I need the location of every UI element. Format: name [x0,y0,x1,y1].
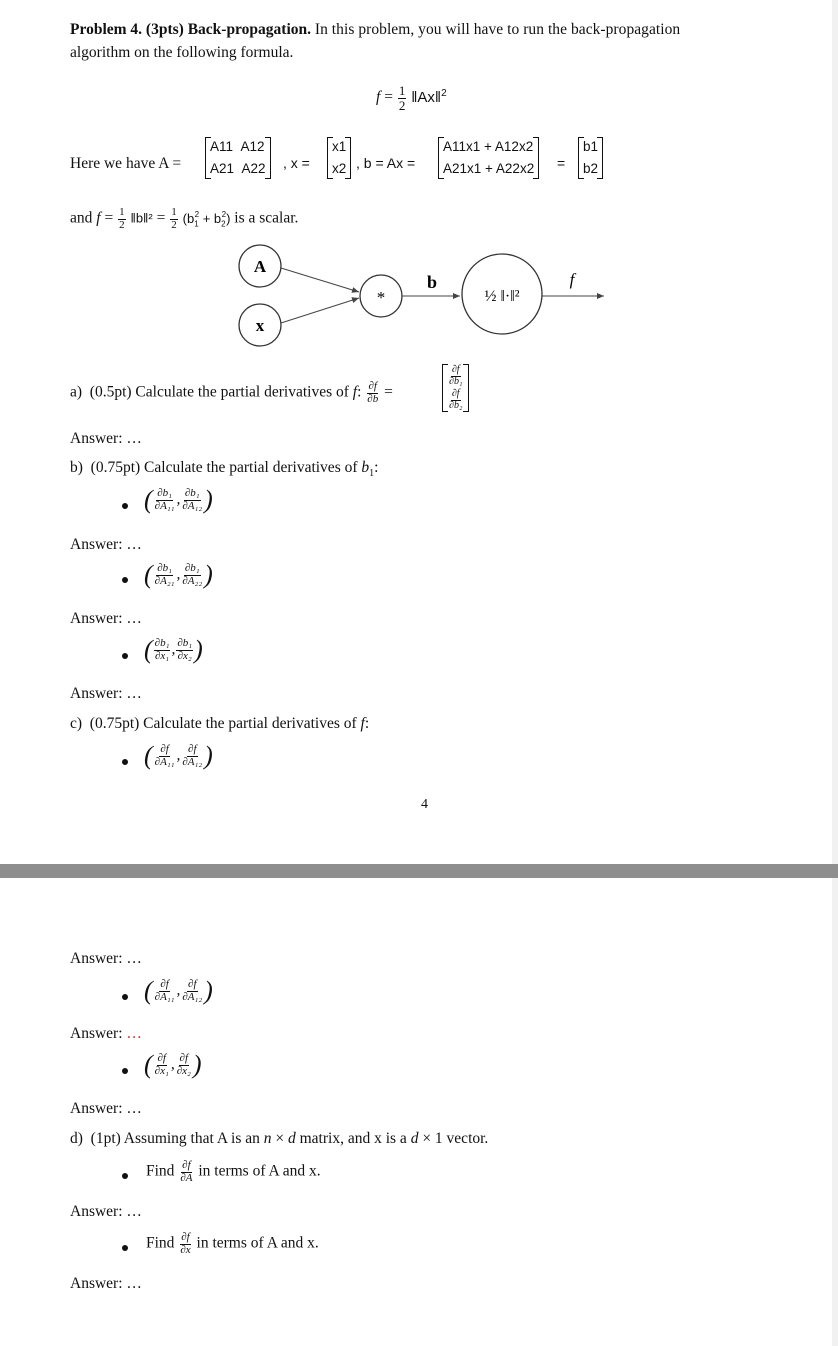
find-df-dx: Find $\frac{\partial f}{\partial x}$ in terms of A and x. [146,1231,319,1256]
page-edge [832,0,838,864]
node-norm-label: ½ ‖·‖² [484,288,520,305]
find-df-dA: Find $\frac{\partial f}{\partial A}$ in terms of A and x. [146,1159,321,1184]
bullet [122,1068,128,1074]
answer-c1: Answer: … [70,950,142,967]
page-number: 4 [421,797,428,812]
answer-c3: Answer: … [70,1100,142,1117]
vector-b: b1 b2 [578,137,603,179]
x-equals: , x = [283,155,310,171]
vector-x: x1 x2 [327,137,351,179]
node-A-label: A [253,257,267,276]
answer-a: Answer: … [70,430,142,447]
deriv-f-A11-A12: ( $\frac{\partial f}{\text{∂A₁₁}}$ , $\frac{\partial f}{\text{∂A₁₂}}$ ) [144,741,213,770]
deriv-b1-x1-x2: ( $\frac{\text{∂b₁}}{\text{∂x₁}}$ , $\frac{\text{∂b₁}}{\text{∂x₂}}$ ) [144,635,203,664]
edge-b-label: b [426,272,438,292]
b-equals-Ax: , b = Ax = [356,155,416,171]
bullet [122,503,128,509]
bullet [122,653,128,659]
main-formula: f = $\frac{1}{2}$ ‖Ax‖$^2$ [376,83,447,113]
vector-Ax: A11x1 + A12x2 A21x1 + A22x2 [438,137,539,179]
answer-d2: Answer: … [70,1275,142,1292]
part-d: d) (1pt) Assuming that A is an n × d matrix, and x is a d × 1 vector. [70,1130,489,1147]
bullet [122,994,128,1000]
node-mult-label: * [376,288,386,307]
deriv-f-A11-A12-p2: ( $\frac{\partial f}{\text{∂A₁₁}}$ , $\frac{\partial f}{\text{∂A₁₂}}$ ) [144,976,213,1005]
answer-d1: Answer: … [70,1203,142,1220]
part-a-vector: ∂f ∂b₁ ∂f ∂b₂ [442,364,469,412]
answer-b1: Answer: … [70,536,142,553]
bullet [122,577,128,583]
intro-line-1: In this problem, you will have to run the back-propagation [314,21,681,38]
problem-topic: Back-propagation. [187,21,311,38]
part-c: c) (0.75pt) Calculate the partial derivatives of f: [70,715,370,732]
bullet [122,759,128,765]
and-f-line: and f = $\frac{1}{2}$ ‖b‖² = $\frac{1}{2}$ $(b_1^2 + b_2^2)$ is a scalar. [70,206,299,231]
deriv-b1-A11-A12: ( $\frac{\text{∂b₁}}{\text{∂A₁₁}}$ , $\frac{\text{∂b₁}}{\text{∂A₁₂}}$ ) [144,485,213,514]
part-b: b) (0.75pt) Calculate the partial derivatives of $b_1$: [70,459,379,480]
matrix-A: A11 A12 A21 A22 [205,137,271,179]
edge-f-label: f [569,270,575,289]
here-we-have-label: Here we have A = [70,155,182,172]
answer-b2: Answer: … [70,610,142,627]
page-edge [832,878,838,1346]
answer-c2: Answer: … [70,1025,142,1042]
deriv-f-x1-x2: ( $\frac{\partial f}{\text{∂x₁}}$ , $\frac{\partial f}{\text{∂x₂}}$ ) [144,1050,202,1079]
node-x-label: x [255,316,265,335]
problem-heading [70,21,680,40]
page-separator [0,864,838,878]
deriv-b1-A21-A22: ( $\frac{\text{∂b₁}}{\text{∂A₂₁}}$ , $\frac{\text{∂b₁}}{\text{∂A₂₂}}$ ) [144,560,213,589]
answer-b3: Answer: … [70,685,142,702]
equals-sign: = [557,155,566,171]
computation-graph [230,240,620,350]
problem-points: (3pts) [145,21,184,38]
bullet [122,1173,128,1179]
part-a: a) (0.5pt) Calculate the partial derivatives of f: $\frac{\partial f}{\partial b}$ = [70,380,393,405]
problem-label: Problem 4. [70,21,143,38]
edge-A-mult [281,268,359,292]
bullet [122,1245,128,1251]
edge-x-mult [281,298,359,323]
intro-line-2: algorithm on the following formula. [70,44,294,61]
